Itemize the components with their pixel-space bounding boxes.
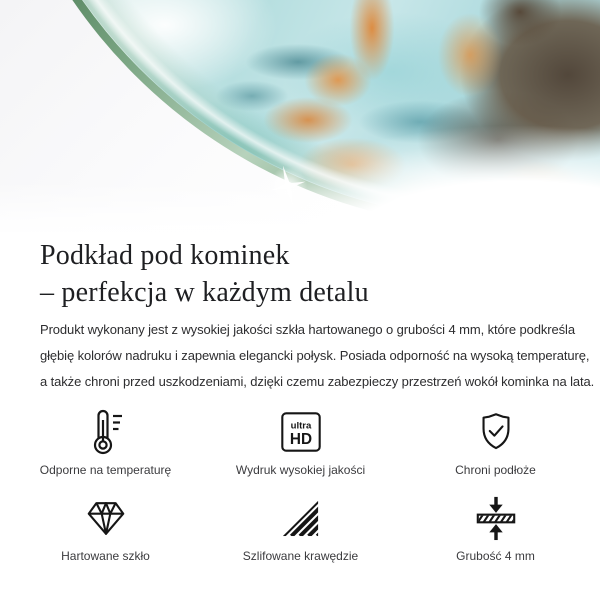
feature-label: Wydruk wysokiej jakości (235, 463, 366, 477)
feature-print-quality (203, 407, 398, 477)
page-title (40, 237, 560, 311)
shield-check-icon (473, 407, 519, 457)
feature-thickness (398, 493, 593, 563)
product-description-section (0, 232, 600, 395)
description-line-1: Produkt wykonany jest z wysokiej jakości szkła hartowanego o grubości 4 mm, które podkreśla (40, 322, 575, 337)
description-line-2: głębię kolorów nadruku i zapewnia elegancki połysk. Posiada odporność na wysoką temperaturę, (40, 348, 590, 363)
title-line-1: Podkład pod kominek (40, 240, 290, 271)
polished-edge-icon (278, 493, 324, 543)
ultra-hd-icon-text-top: ultra (290, 420, 311, 432)
product-description (40, 317, 595, 395)
feature-grid (8, 407, 592, 563)
ultra-hd-icon (278, 407, 324, 457)
feature-tempered-glass (8, 493, 203, 563)
feature-label: Hartowane szkło (61, 549, 150, 563)
product-photo (0, 0, 600, 232)
feature-label: Odporne na temperaturę (39, 463, 172, 477)
ultra-hd-icon-text-bottom: HD (289, 430, 312, 448)
feature-polished-edges (203, 493, 398, 563)
feature-label: Szlifowane krawędzie (242, 549, 359, 563)
thickness-icon (473, 493, 519, 543)
thermometer-icon (82, 407, 130, 457)
feature-label: Chroni podłoże (455, 463, 536, 477)
title-line-2: – perfekcja w każdym detalu (40, 277, 369, 308)
feature-temperature (8, 407, 203, 477)
feature-label: Grubość 4 mm (456, 549, 535, 563)
description-line-3: a także chroni przed uszkodzeniami, dzięki czemu zabezpieczy przestrzeń wokół kominka na lata. (40, 374, 595, 389)
sparkle-icon (266, 164, 310, 208)
diamond-icon (83, 493, 129, 543)
feature-protects-floor (398, 407, 593, 477)
